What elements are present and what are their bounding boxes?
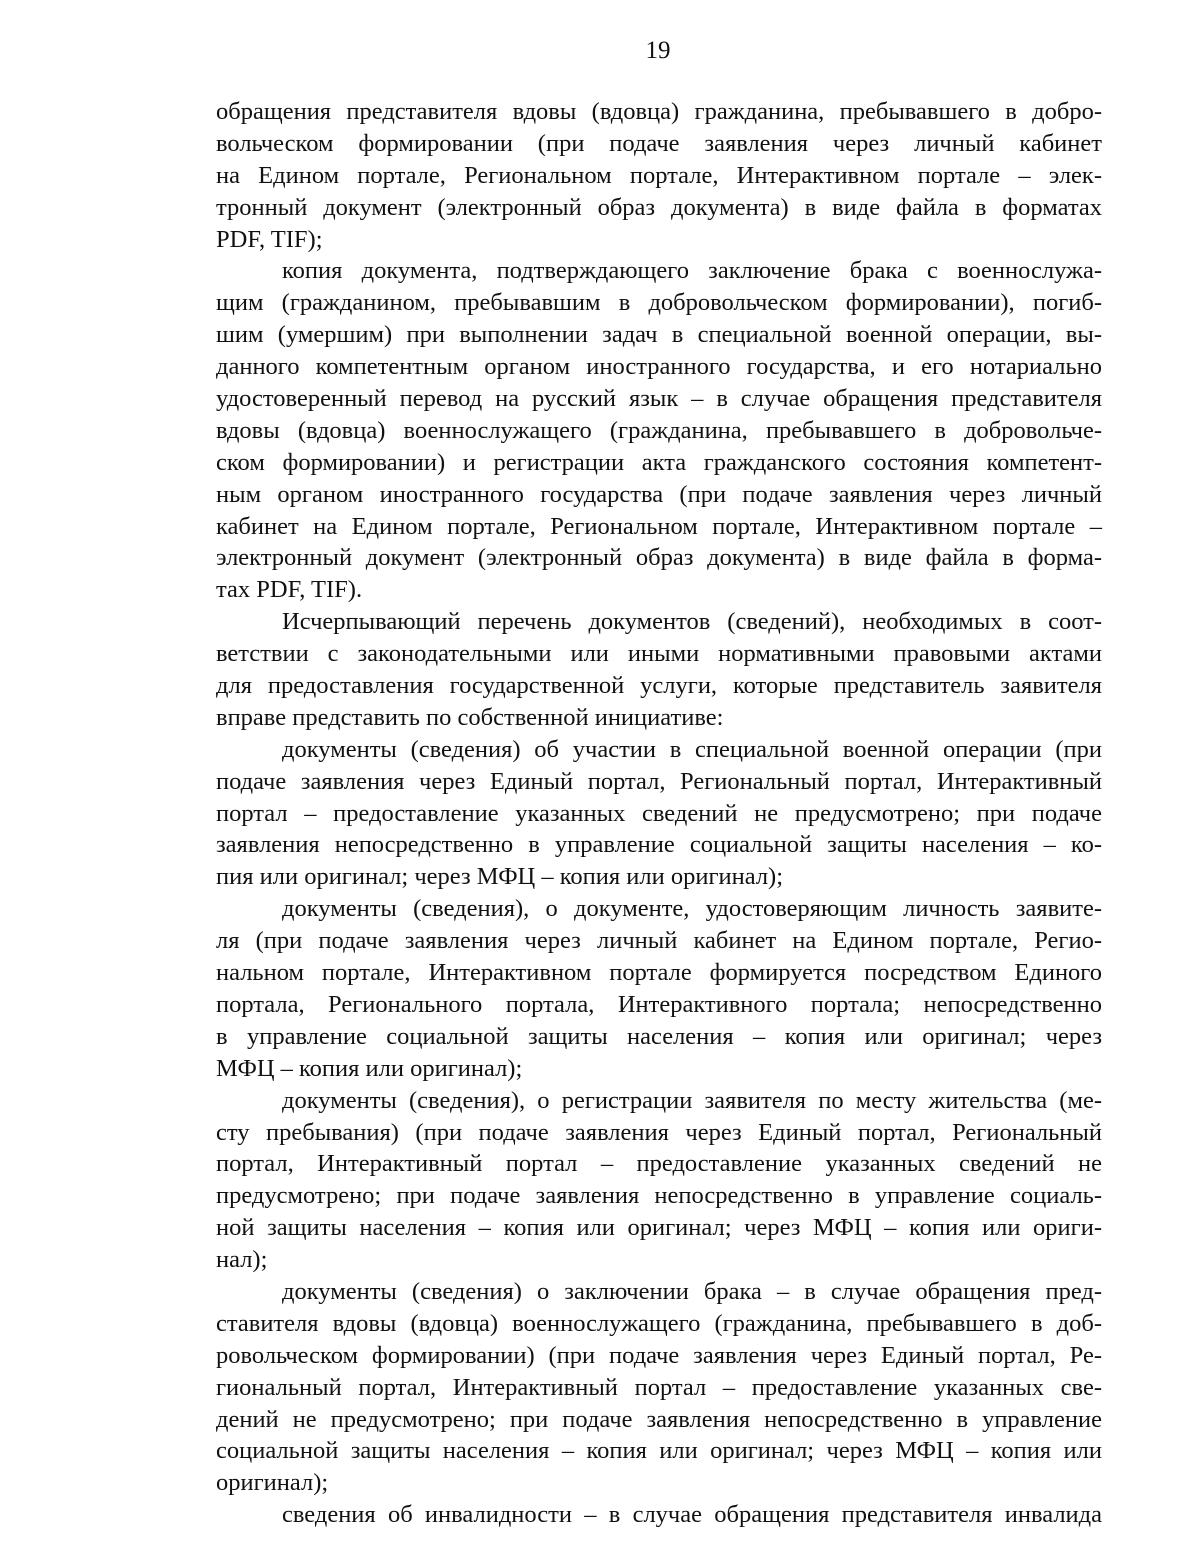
text-line: Исчерпывающий перечень документов (сведений), необходимых в соот-: [282, 608, 1102, 636]
text-line: тронный документ (электронный образ документа) в виде файла в форматах: [216, 193, 1102, 221]
text-line: щим (гражданином, пребывавшим в добровольческом формировании), погиб-: [216, 289, 1102, 317]
paragraph: [216, 606, 1102, 734]
text-line: удостоверенный перевод на русский язык – в случае обращения представителя: [216, 385, 1102, 413]
text-line: PDF, TIF);: [216, 225, 323, 253]
text-line: для предоставления государственной услуги, которые представитель заявителя: [216, 672, 1102, 700]
paragraph: [216, 734, 1102, 893]
paragraph: [216, 1499, 1102, 1531]
text-line: вправе представить по собственной инициативе:: [216, 703, 724, 731]
text-line: документы (сведения), о регистрации заявителя по месту жительства (ме-: [282, 1086, 1102, 1114]
paragraph: [216, 96, 1102, 255]
text-line: МФЦ – копия или оригинал);: [216, 1054, 523, 1082]
text-line: копия документа, подтверждающего заключение брака с военнослужа-: [282, 257, 1102, 285]
text-line: шим (умершим) при выполнении задач в специальной военной операции, вы-: [216, 321, 1102, 349]
text-line: ным органом иностранного государства (при подаче заявления через личный: [216, 480, 1102, 508]
text-line: кабинет на Едином портале, Региональном портале, Интерактивном портале –: [216, 512, 1102, 540]
paragraph: [216, 1276, 1102, 1499]
text-line: ровольческом формировании) (при подаче заявления через Единый портал, Ре-: [216, 1341, 1102, 1369]
text-line: нал);: [216, 1246, 268, 1274]
text-line: дений не предусмотрено; при подаче заявления непосредственно в управление: [216, 1405, 1102, 1433]
text-line: сведения об инвалидности – в случае обращения представителя инвалида: [282, 1501, 1102, 1529]
text-line: документы (сведения), о документе, удостоверяющим личность заявите-: [282, 895, 1102, 923]
text-line: социальной защиты населения – копия или оригинал; через МФЦ – копия или: [216, 1437, 1102, 1465]
text-line: данного компетентным органом иностранного государства, и его нотариально: [216, 353, 1102, 381]
text-line: вольческом формировании (при подаче заявления через личный кабинет: [216, 129, 1102, 157]
text-line: вдовы (вдовца) военнослужащего (гражданина, пребывавшего в добровольче-: [216, 416, 1102, 444]
text-line: обращения представителя вдовы (вдовца) гражданина, пребывавшего в добро-: [216, 98, 1102, 125]
text-line: заявления непосредственно в управление социальной защиты населения – ко-: [216, 831, 1102, 859]
text-line: электронный документ (электронный образ документа) в виде файла в форма-: [216, 544, 1102, 572]
text-line: документы (сведения) об участии в специальной военной операции (при: [282, 735, 1102, 763]
text-line: ском формировании) и регистрации акта гражданского состояния компетент-: [216, 448, 1102, 476]
text-line: документы (сведения) о заключении брака – в случае обращения пред-: [282, 1277, 1102, 1305]
text-line: предусмотрено; при подаче заявления непосредственно в управление социаль-: [216, 1182, 1102, 1210]
text-line: тах PDF, TIF).: [216, 576, 363, 604]
text-line: нальном портале, Интерактивном портале формируется посредством Единого: [216, 959, 1102, 987]
text-line: на Едином портале, Региональном портале, Интерактивном портале – элек-: [216, 161, 1102, 189]
text-line: оригинал);: [216, 1469, 329, 1497]
text-line: в управление социальной защиты населения – копия или оригинал; через: [216, 1022, 1102, 1050]
text-line: ветствии с законодательными или иными нормативными правовыми актами: [216, 640, 1102, 668]
text-line: пия или оригинал; через МФЦ – копия или оригинал);: [216, 863, 784, 891]
text-line: портала, Регионального портала, Интерактивного портала; непосредственно: [216, 990, 1102, 1018]
text-line: ной защиты населения – копия или оригинал; через МФЦ – копия или ориги-: [216, 1214, 1102, 1242]
text-line: ставителя вдовы (вдовца) военнослужащего (гражданина, пребывавшего в доб-: [216, 1309, 1102, 1337]
paragraph: [216, 255, 1102, 606]
text-line: портал – предоставление указанных сведений не предусмотрено; при подаче: [216, 799, 1102, 827]
paragraph: [216, 1085, 1102, 1276]
page-number: 19: [645, 37, 671, 64]
text-line: сту пребывания) (при подаче заявления через Единый портал, Региональный: [216, 1118, 1102, 1146]
text-line: ля (при подаче заявления через личный кабинет на Едином портале, Регио-: [216, 927, 1102, 955]
text-line: портал, Интерактивный портал – предоставление указанных сведений не: [216, 1150, 1102, 1178]
text-line: подаче заявления через Единый портал, Региональный портал, Интерактивный: [216, 767, 1102, 795]
text-line: гиональный портал, Интерактивный портал – предоставление указанных све-: [216, 1373, 1102, 1401]
document-body: [216, 96, 1102, 1531]
paragraph: [216, 893, 1102, 1084]
